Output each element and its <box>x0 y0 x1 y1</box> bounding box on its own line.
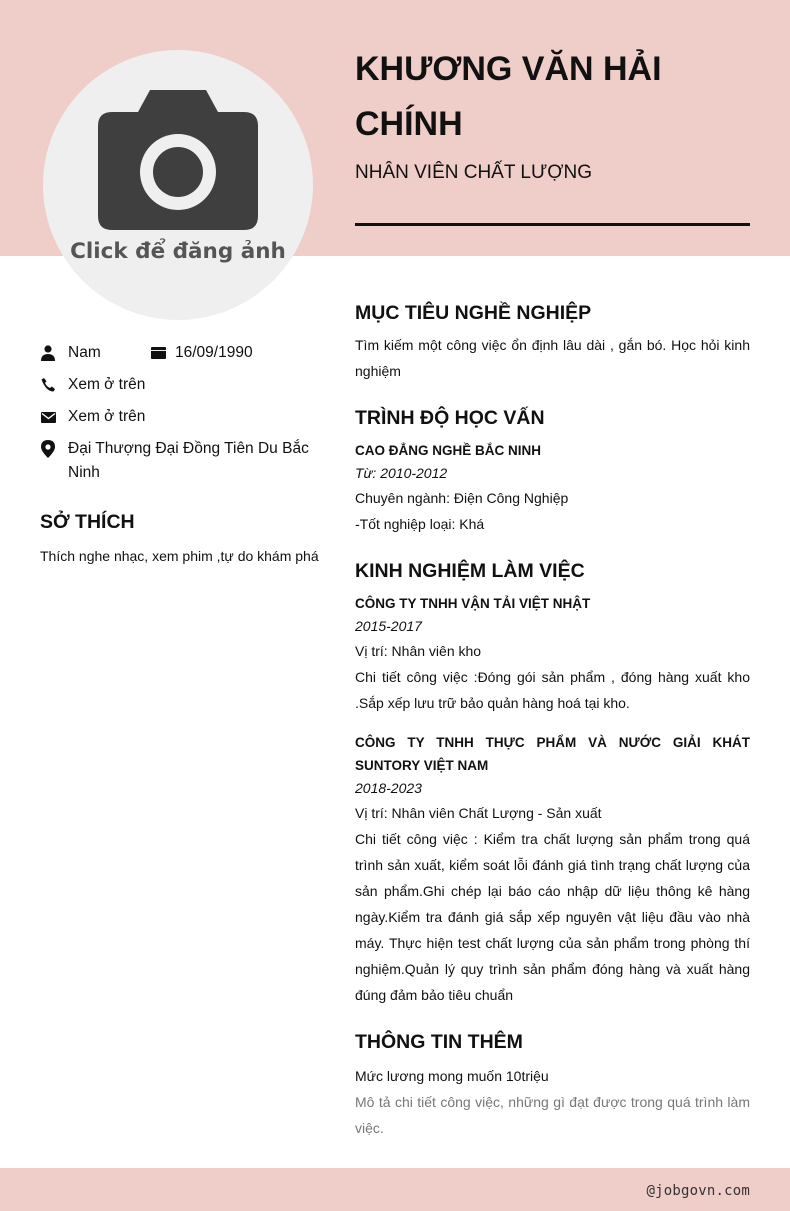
header-divider <box>355 223 750 226</box>
email-row <box>40 405 145 429</box>
education-period: Từ: 2010-2012 <box>355 465 448 481</box>
experience-heading: KINH NGHIỆM LÀM VIỆC <box>355 560 585 582</box>
job-period: 2018-2023 <box>355 780 422 796</box>
birthdate-value: 16/09/1990 <box>175 344 253 361</box>
gender-row <box>40 341 101 365</box>
birthdate-row <box>150 341 253 365</box>
extra-placeholder[interactable]: Mô tả chi tiết công việc, những gì đạt được trong quá trình làm việc. <box>355 1094 750 1136</box>
candidate-title: NHÂN VIÊN CHẤT LƯỢNG <box>355 162 592 183</box>
avatar-upload[interactable] <box>43 50 313 320</box>
avatar-caption: Click để đăng ảnh <box>70 239 286 264</box>
camera-icon <box>98 90 258 230</box>
job-period: 2015-2017 <box>355 618 422 634</box>
mail-icon <box>40 405 56 429</box>
address-row <box>40 437 315 485</box>
job-position: Vị trí: Nhân viên Chất Lượng - Sản xuất <box>355 805 602 821</box>
education-heading: TRÌNH ĐỘ HỌC VẤN <box>355 407 545 429</box>
school-name: CAO ĐẲNG NGHỀ BẮC NINH <box>355 443 542 458</box>
education-grade: -Tốt nghiệp loại: Khá <box>355 516 485 532</box>
hobbies-text: Thích nghe nhạc, xem phim ,tự do khám phá <box>40 548 319 564</box>
location-pin-icon <box>40 437 56 461</box>
salary-text: Mức lương mong muốn 10triệu <box>355 1068 549 1084</box>
candidate-name: KHƯƠNG VĂN HẢI CHÍNH <box>355 50 662 143</box>
gender-value: Nam <box>68 344 101 361</box>
objective-text: Tìm kiếm một công việc ổn định lâu dài , gắn bó. Học hỏi kinh nghiệm <box>355 337 750 379</box>
address-value: Đại Thượng Đại Đồng Tiên Du Bắc Ninh <box>68 440 309 481</box>
job-company: CÔNG TY TNHH VẬN TẢI VIỆT NHẬT <box>355 596 591 611</box>
phone-value: Xem ở trên <box>68 376 146 393</box>
job-details: Chi tiết công việc : Kiểm tra chất lượng sản phẩm trong quá trình sản xuất, kiểm soát lỗi đánh giá tình trạng chất lượng của sản phẩm.Ghi chép lại báo cáo nhập dữ liệu thông kê hàng ngày.Kiểm tra đánh giá sắp xếp nguyên vật liệu đầu vào nhà máy. Thực hiện test chất lượng của sản phẩm trong phòng thí nghiệm.Quản lý quy trình sản phẩm đóng hàng và xuất hàng đúng đảm bảo tiêu chuẩn <box>355 831 750 1003</box>
job-position: Vị trí: Nhân viên kho <box>355 643 482 659</box>
education-major: Chuyên ngành: Điện Công Nghiệp <box>355 490 569 506</box>
job-company: CÔNG TY TNHH THỰC PHẨM VÀ NƯỚC GIẢI KHÁT SUNTORY VIỆT NAM <box>355 735 750 773</box>
job-details: Chi tiết công việc :Đóng gói sản phẩm , đóng hàng xuất kho .Sắp xếp lưu trữ bảo quản hàng hoá tại kho. <box>355 669 750 711</box>
calendar-icon <box>150 341 166 365</box>
hobbies-heading: SỞ THÍCH <box>40 511 135 533</box>
watermark: @jobgovn.com <box>646 1183 750 1199</box>
email-value: Xem ở trên <box>68 408 146 425</box>
phone-row <box>40 373 145 397</box>
person-icon <box>40 341 56 365</box>
extra-heading: THÔNG TIN THÊM <box>355 1031 523 1053</box>
objective-heading: MỤC TIÊU NGHỀ NGHIỆP <box>355 302 592 324</box>
phone-icon <box>40 373 56 397</box>
